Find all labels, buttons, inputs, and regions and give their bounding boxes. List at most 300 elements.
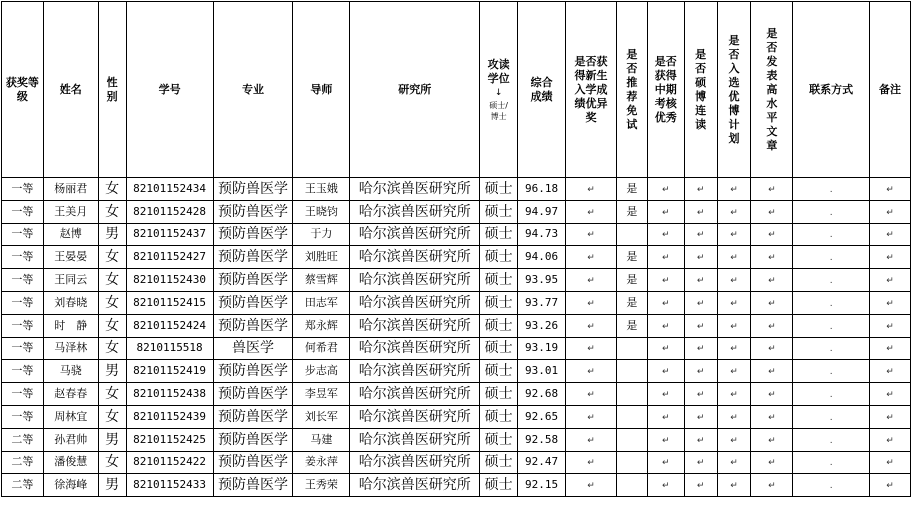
paragraph-mark-icon: ↵ [730,207,738,218]
cell-notes [870,474,911,497]
cell-institute: 哈尔滨兽医研究所 [350,405,480,428]
paragraph-mark-icon: ↵ [661,321,670,332]
cell-publication [751,269,793,292]
down-arrow-icon: ↓ [494,87,503,98]
cell-student-id: 82101152425 [126,428,213,451]
paragraph-mark-icon: ↵ [587,184,595,195]
cell-score: 92.68 [518,383,566,406]
cell-award-level: 一等 [2,360,44,383]
cell-publication [751,291,793,314]
cell-excellent-phd [717,474,751,497]
header-recommended: 是否推荐免试 [616,2,647,178]
cell-direct-phd [684,291,717,314]
paragraph-mark-icon: . [829,390,833,401]
cell-institute: 哈尔滨兽医研究所 [350,178,480,201]
paragraph-mark-icon: ↵ [661,230,670,241]
cell-degree: 硕士 [480,337,518,360]
paragraph-mark-icon: ↵ [587,344,595,355]
cell-notes [870,314,911,337]
table-row [2,383,911,406]
cell-recommended [616,337,647,360]
cell-midterm [647,451,684,474]
paragraph-mark-icon: ↵ [730,230,738,241]
cell-recommended: 是 [616,269,647,292]
cell-recommended: 是 [616,291,647,314]
cell-excellent-phd [717,428,751,451]
paragraph-mark-icon: ↵ [886,321,894,332]
cell-institute: 哈尔滨兽医研究所 [350,200,480,223]
cell-recommended: 是 [616,178,647,201]
cell-recommended [616,405,647,428]
cell-midterm [647,246,684,269]
paragraph-mark-icon: . [829,435,833,446]
cell-name: 王晏晏 [43,246,98,269]
header-degree-title: 攻读学位 [487,57,510,85]
paragraph-mark-icon: ↵ [587,435,595,446]
header-notes: 备注 [870,2,911,178]
cell-degree: 硕士 [480,178,518,201]
cell-direct-phd [684,428,717,451]
paragraph-mark-icon: ↵ [661,481,670,492]
cell-score: 93.95 [518,269,566,292]
cell-notes [870,383,911,406]
paragraph-mark-icon: ↵ [730,276,738,287]
paragraph-mark-icon: ↵ [768,458,776,469]
paragraph-mark-icon: ↵ [886,390,894,401]
cell-institute: 哈尔滨兽医研究所 [350,314,480,337]
paragraph-mark-icon: ↵ [768,253,776,264]
cell-name: 马骁 [43,360,98,383]
cell-institute: 哈尔滨兽医研究所 [350,291,480,314]
cell-name: 徐海峰 [43,474,98,497]
paragraph-mark-icon: ↵ [587,412,595,423]
cell-notes [870,337,911,360]
cell-degree: 硕士 [480,314,518,337]
header-score: 综合成绩 [518,2,566,178]
cell-gender: 男 [98,474,126,497]
header-freshman-award: 是否获得新生入学成绩优异奖 [566,2,617,178]
cell-direct-phd [684,178,717,201]
paragraph-mark-icon: . [829,184,833,195]
cell-award-level: 一等 [2,314,44,337]
paragraph-mark-icon: ↵ [661,276,670,287]
paragraph-mark-icon: ↵ [768,367,776,378]
cell-institute: 哈尔滨兽医研究所 [350,428,480,451]
paragraph-mark-icon: ↵ [768,344,776,355]
cell-gender: 女 [98,291,126,314]
cell-major: 预防兽医学 [213,383,293,406]
cell-score: 93.19 [518,337,566,360]
cell-award-level: 一等 [2,246,44,269]
cell-contact [793,200,870,223]
cell-institute: 哈尔滨兽医研究所 [350,223,480,246]
cell-direct-phd [684,337,717,360]
paragraph-mark-icon: ↵ [587,298,595,309]
header-degree [480,2,518,178]
cell-advisor: 田志军 [293,291,350,314]
paragraph-mark-icon: ↵ [886,230,894,241]
paragraph-mark-icon: ↵ [768,435,776,446]
paragraph-mark-icon: ↵ [886,253,894,264]
cell-score: 93.77 [518,291,566,314]
cell-freshman-award [566,269,617,292]
cell-direct-phd [684,451,717,474]
cell-midterm [647,200,684,223]
cell-advisor: 于力 [293,223,350,246]
cell-direct-phd [684,383,717,406]
cell-freshman-award [566,383,617,406]
cell-freshman-award [566,314,617,337]
paragraph-mark-icon: ↵ [768,298,776,309]
paragraph-mark-icon: ↵ [730,253,738,264]
cell-award-level: 一等 [2,337,44,360]
cell-contact [793,383,870,406]
cell-publication [751,474,793,497]
cell-student-id: 82101152439 [126,405,213,428]
cell-gender: 男 [98,223,126,246]
cell-contact [793,223,870,246]
cell-gender: 女 [98,178,126,201]
cell-contact [793,405,870,428]
cell-publication [751,428,793,451]
table-row [2,223,911,246]
cell-name: 孙君帅 [43,428,98,451]
cell-publication [751,246,793,269]
cell-publication [751,337,793,360]
cell-degree: 硕士 [480,360,518,383]
cell-advisor: 王秀荣 [293,474,350,497]
paragraph-mark-icon: ↵ [886,298,894,309]
paragraph-mark-icon: ↵ [768,230,776,241]
cell-student-id: 82101152430 [126,269,213,292]
table-row [2,291,911,314]
cell-advisor: 马建 [293,428,350,451]
cell-gender: 女 [98,246,126,269]
header-direct-phd: 是否硕博连读 [684,2,717,178]
paragraph-mark-icon: ↵ [768,390,776,401]
header-row [2,2,911,178]
cell-gender: 女 [98,337,126,360]
paragraph-mark-icon: ↵ [587,207,595,218]
paragraph-mark-icon: . [829,458,833,469]
paragraph-mark-icon: ↵ [886,412,894,423]
paragraph-mark-icon: ↵ [886,458,894,469]
header-midterm: 是否获得中期考核优秀 [647,2,684,178]
table-row [2,246,911,269]
paragraph-mark-icon: ↵ [768,481,776,492]
cell-institute: 哈尔滨兽医研究所 [350,360,480,383]
cell-name: 王同云 [43,269,98,292]
cell-direct-phd [684,360,717,383]
cell-advisor: 刘长军 [293,405,350,428]
cell-award-level: 二等 [2,451,44,474]
cell-award-level: 一等 [2,291,44,314]
paragraph-mark-icon: ↵ [661,367,670,378]
cell-contact [793,428,870,451]
cell-institute: 哈尔滨兽医研究所 [350,246,480,269]
paragraph-mark-icon: ↵ [886,367,894,378]
paragraph-mark-icon: . [829,276,833,287]
cell-midterm [647,291,684,314]
cell-institute: 哈尔滨兽医研究所 [350,383,480,406]
paragraph-mark-icon: ↵ [696,390,705,401]
paragraph-mark-icon: ↵ [886,481,894,492]
cell-publication [751,451,793,474]
cell-score: 94.73 [518,223,566,246]
paragraph-mark-icon: . [829,344,833,355]
cell-recommended [616,451,647,474]
cell-notes [870,246,911,269]
cell-freshman-award [566,451,617,474]
cell-degree: 硕士 [480,383,518,406]
cell-freshman-award [566,178,617,201]
paragraph-mark-icon: ↵ [696,253,705,264]
cell-publication [751,383,793,406]
paragraph-mark-icon: ↵ [696,298,705,309]
cell-degree: 硕士 [480,246,518,269]
header-major: 专业 [213,2,293,178]
paragraph-mark-icon: ↵ [587,321,595,332]
paragraph-mark-icon: . [829,321,833,332]
cell-contact [793,269,870,292]
cell-gender: 女 [98,314,126,337]
cell-award-level: 一等 [2,269,44,292]
paragraph-mark-icon: ↵ [661,412,670,423]
cell-direct-phd [684,200,717,223]
cell-excellent-phd [717,383,751,406]
cell-freshman-award [566,200,617,223]
paragraph-mark-icon: ↵ [661,390,670,401]
cell-degree: 硕士 [480,451,518,474]
paragraph-mark-icon: ↵ [587,458,595,469]
cell-publication [751,405,793,428]
cell-student-id: 82101152437 [126,223,213,246]
cell-advisor: 何希君 [293,337,350,360]
paragraph-mark-icon: ↵ [696,367,705,378]
paragraph-mark-icon: . [829,367,833,378]
paragraph-mark-icon: ↵ [587,230,595,241]
cell-contact [793,291,870,314]
cell-student-id: 82101152427 [126,246,213,269]
cell-degree: 硕士 [480,269,518,292]
cell-student-id: 82101152419 [126,360,213,383]
header-name: 姓名 [43,2,98,178]
cell-score: 93.01 [518,360,566,383]
cell-advisor: 姜永萍 [293,451,350,474]
cell-notes [870,405,911,428]
cell-score: 94.97 [518,200,566,223]
cell-recommended [616,474,647,497]
paragraph-mark-icon: ↵ [587,390,595,401]
table-row [2,360,911,383]
paragraph-mark-icon: . [829,207,833,218]
cell-contact [793,314,870,337]
header-institute: 研究所 [350,2,480,178]
paragraph-mark-icon: ↵ [730,435,738,446]
paragraph-mark-icon: ↵ [661,298,670,309]
cell-advisor: 刘胜旺 [293,246,350,269]
cell-excellent-phd [717,269,751,292]
cell-major: 预防兽医学 [213,291,293,314]
cell-gender: 女 [98,200,126,223]
cell-freshman-award [566,246,617,269]
cell-direct-phd [684,246,717,269]
cell-major: 预防兽医学 [213,269,293,292]
cell-notes [870,291,911,314]
cell-student-id: 82101152438 [126,383,213,406]
cell-midterm [647,178,684,201]
cell-score: 93.26 [518,314,566,337]
paragraph-mark-icon: ↵ [661,344,670,355]
paragraph-mark-icon: ↵ [730,458,738,469]
cell-gender: 男 [98,360,126,383]
paragraph-mark-icon: ↵ [730,298,738,309]
table-row [2,178,911,201]
paragraph-mark-icon: ↵ [730,344,738,355]
cell-award-level: 一等 [2,405,44,428]
cell-contact [793,360,870,383]
paragraph-mark-icon: ↵ [768,207,776,218]
cell-advisor: 郑永辉 [293,314,350,337]
cell-midterm [647,474,684,497]
cell-score: 94.06 [518,246,566,269]
cell-name: 赵博 [43,223,98,246]
cell-score: 92.65 [518,405,566,428]
cell-major: 预防兽医学 [213,314,293,337]
paragraph-mark-icon: ↵ [696,344,705,355]
cell-recommended [616,360,647,383]
cell-notes [870,178,911,201]
paragraph-mark-icon: . [829,230,833,241]
cell-recommended: 是 [616,246,647,269]
cell-advisor: 蔡雪辉 [293,269,350,292]
cell-award-level: 二等 [2,474,44,497]
cell-name: 杨丽君 [43,178,98,201]
cell-name: 赵春春 [43,383,98,406]
cell-direct-phd [684,269,717,292]
paragraph-mark-icon: ↵ [696,230,705,241]
cell-notes [870,451,911,474]
table-row [2,337,911,360]
paragraph-mark-icon: ↵ [768,412,776,423]
cell-student-id: 8210115518 [126,337,213,360]
paragraph-mark-icon: ↵ [730,390,738,401]
paragraph-mark-icon: ↵ [886,207,894,218]
cell-student-id: 82101152428 [126,200,213,223]
table-row [2,451,911,474]
award-table [1,1,911,497]
paragraph-mark-icon: ↵ [886,344,894,355]
header-excellent-phd: 是否入选优博计划 [717,2,751,178]
cell-major: 预防兽医学 [213,405,293,428]
cell-recommended [616,428,647,451]
paragraph-mark-icon: ↵ [696,412,705,423]
cell-major: 预防兽医学 [213,360,293,383]
paragraph-mark-icon: ↵ [696,184,705,195]
cell-score: 92.47 [518,451,566,474]
cell-institute: 哈尔滨兽医研究所 [350,269,480,292]
cell-midterm [647,405,684,428]
paragraph-mark-icon: ↵ [730,481,738,492]
paragraph-mark-icon: ↵ [661,458,670,469]
cell-freshman-award [566,360,617,383]
paragraph-mark-icon: ↵ [661,207,670,218]
paragraph-mark-icon: ↵ [587,367,595,378]
header-advisor: 导师 [293,2,350,178]
cell-student-id: 82101152433 [126,474,213,497]
cell-excellent-phd [717,360,751,383]
cell-score: 92.58 [518,428,566,451]
paragraph-mark-icon: ↵ [886,435,894,446]
table-row [2,269,911,292]
cell-institute: 哈尔滨兽医研究所 [350,474,480,497]
cell-degree: 硕士 [480,405,518,428]
cell-publication [751,314,793,337]
cell-name: 周林宜 [43,405,98,428]
table-row [2,314,911,337]
cell-award-level: 二等 [2,428,44,451]
cell-notes [870,269,911,292]
cell-contact [793,178,870,201]
cell-degree: 硕士 [480,291,518,314]
cell-award-level: 一等 [2,200,44,223]
cell-recommended [616,383,647,406]
cell-advisor: 李昱军 [293,383,350,406]
paragraph-mark-icon: . [829,412,833,423]
cell-notes [870,360,911,383]
paragraph-mark-icon: ↵ [886,184,894,195]
cell-award-level: 一等 [2,383,44,406]
cell-score: 92.15 [518,474,566,497]
paragraph-mark-icon: ↵ [661,184,670,195]
paragraph-mark-icon: ↵ [696,276,705,287]
header-degree-sub2: 博士 [490,111,507,121]
cell-excellent-phd [717,223,751,246]
paragraph-mark-icon: ↵ [696,481,705,492]
header-publication: 是否发表高水平文章 [751,2,793,178]
cell-midterm [647,314,684,337]
cell-institute: 哈尔滨兽医研究所 [350,337,480,360]
header-gender: 性别 [98,2,126,178]
cell-contact [793,474,870,497]
cell-notes [870,428,911,451]
paragraph-mark-icon: ↵ [730,321,738,332]
paragraph-mark-icon: ↵ [696,207,705,218]
cell-publication [751,360,793,383]
cell-degree: 硕士 [480,474,518,497]
cell-direct-phd [684,405,717,428]
paragraph-mark-icon: ↵ [587,276,595,287]
cell-advisor: 王晓钧 [293,200,350,223]
paragraph-mark-icon: ↵ [696,435,705,446]
table-row [2,474,911,497]
cell-major: 预防兽医学 [213,223,293,246]
cell-major: 兽医学 [213,337,293,360]
cell-freshman-award [566,223,617,246]
table-row [2,200,911,223]
cell-advisor: 王玉娥 [293,178,350,201]
paragraph-mark-icon: ↵ [768,321,776,332]
cell-student-id: 82101152415 [126,291,213,314]
cell-excellent-phd [717,314,751,337]
table-row [2,428,911,451]
cell-notes [870,223,911,246]
header-student-id: 学号 [126,2,213,178]
cell-excellent-phd [717,337,751,360]
cell-recommended [616,223,647,246]
cell-gender: 女 [98,269,126,292]
cell-student-id: 82101152434 [126,178,213,201]
